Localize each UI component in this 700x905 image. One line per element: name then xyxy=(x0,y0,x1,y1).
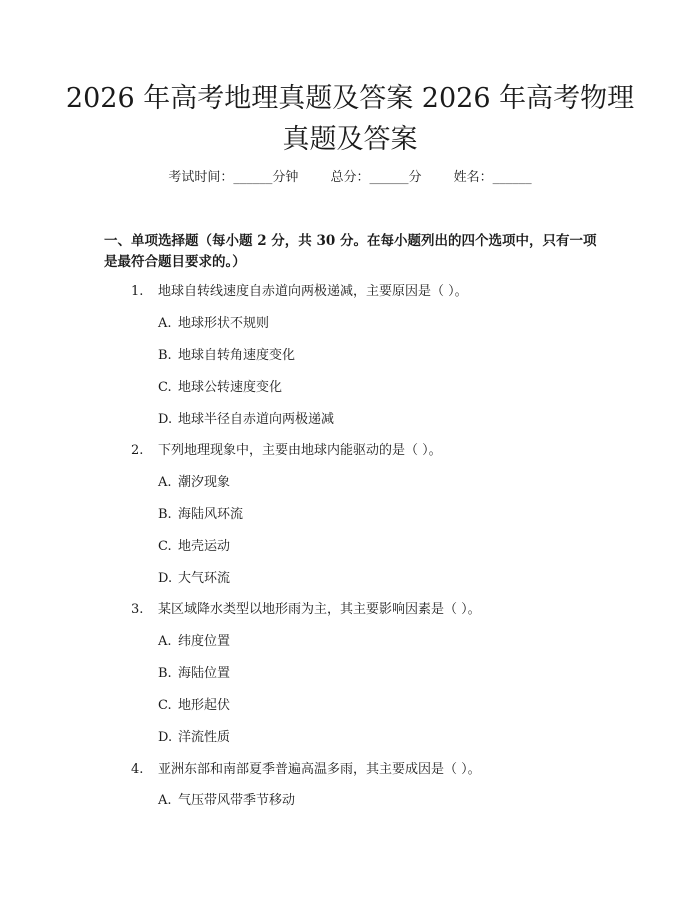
option-letter: D. xyxy=(158,571,173,586)
option-text: 大气环流 xyxy=(178,571,231,586)
option-text: 纬度位置 xyxy=(178,634,231,649)
option-text: 海陆位置 xyxy=(178,666,231,681)
option-letter: A. xyxy=(158,634,172,649)
exam-total-score: 总分：______分 xyxy=(330,170,422,185)
question-number: 2. xyxy=(131,443,144,458)
option xyxy=(158,314,269,334)
option xyxy=(158,473,230,493)
option xyxy=(158,791,295,811)
option-text: 地球公转速度变化 xyxy=(178,380,283,395)
question-text: 下列地理现象中，主要由地球内能驱动的是（ ）。 xyxy=(158,443,442,458)
option-letter: B. xyxy=(158,507,172,522)
option xyxy=(158,632,230,652)
question-number: 3. xyxy=(131,602,144,617)
exam-info-line xyxy=(0,168,700,188)
option xyxy=(158,664,230,684)
option-letter: A. xyxy=(158,793,172,808)
option-text: 洋流性质 xyxy=(178,730,231,745)
option xyxy=(158,537,230,557)
question xyxy=(131,760,481,780)
option-text: 地球自转角速度变化 xyxy=(178,348,296,363)
option-text: 地壳运动 xyxy=(178,539,231,554)
question-text: 某区域降水类型以地形雨为主，其主要影响因素是（ ）。 xyxy=(158,602,481,617)
option-letter: C. xyxy=(158,380,172,395)
option xyxy=(158,505,243,525)
option-letter: A. xyxy=(158,475,172,490)
option-letter: C. xyxy=(158,698,172,713)
option-text: 地球形状不规则 xyxy=(178,316,270,331)
option xyxy=(158,346,295,366)
option-text: 地球半径自赤道向两极递减 xyxy=(178,412,335,427)
question xyxy=(131,600,481,620)
page-title: 2026 年高考地理真题及答案 2026 年高考物理真题及答案 xyxy=(65,83,635,155)
option-text: 潮汐现象 xyxy=(178,475,231,490)
option-letter: A. xyxy=(158,316,172,331)
option xyxy=(158,410,334,430)
question xyxy=(131,441,442,461)
option-text: 地形起伏 xyxy=(178,698,231,713)
question-number: 1. xyxy=(131,284,144,299)
option xyxy=(158,728,230,748)
question xyxy=(131,282,468,302)
student-name: 姓名：______ xyxy=(453,170,532,185)
option-text: 海陆风环流 xyxy=(178,507,244,522)
option xyxy=(158,569,230,589)
option-letter: B. xyxy=(158,666,172,681)
option xyxy=(158,696,230,716)
option-text: 气压带风带季节移动 xyxy=(178,793,296,808)
exam-time: 考试时间：______分钟 xyxy=(168,170,299,185)
option-letter: B. xyxy=(158,348,172,363)
option-letter: D. xyxy=(158,412,173,427)
section-heading: 一、单项选择题（每小题 2 分，共 30 分。在每小题列出的四个选项中，只有一项是最符合题目要求的。） xyxy=(104,233,597,270)
question-text: 地球自转线速度自赤道向两极递减，主要原因是（ ）。 xyxy=(158,284,468,299)
question-text: 亚洲东部和南部夏季普遍高温多雨，其主要成因是（ ）。 xyxy=(158,762,481,777)
option-letter: C. xyxy=(158,539,172,554)
option xyxy=(158,378,282,398)
question-number: 4. xyxy=(131,762,144,777)
option-letter: D. xyxy=(158,730,173,745)
